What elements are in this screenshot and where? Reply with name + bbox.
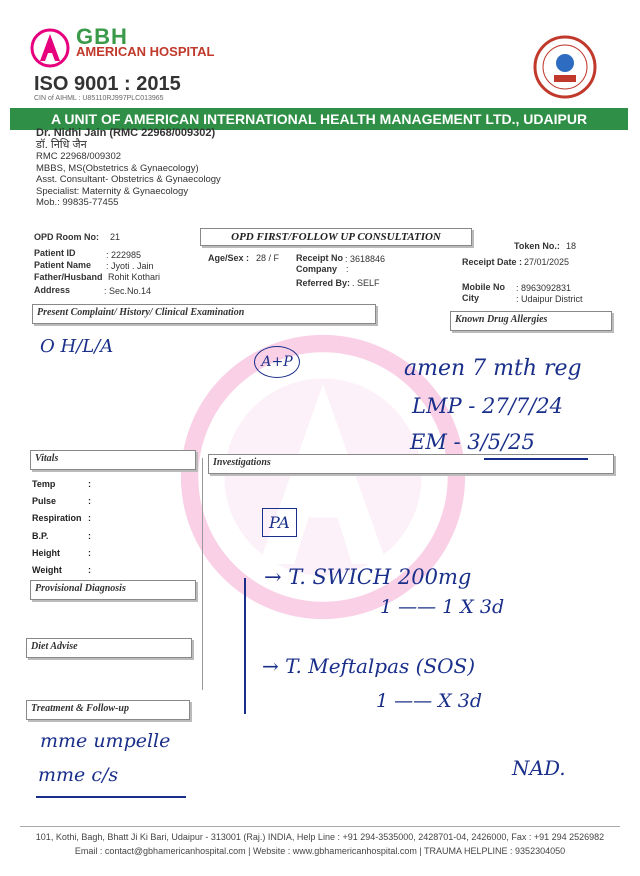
hw-pa: PA — [262, 508, 297, 537]
hw-rx2: → T. Meftalpas (SOS) — [262, 654, 476, 678]
receipt-value: : 3618846 — [345, 254, 386, 264]
address-label: Address — [34, 285, 71, 295]
hw-complaint: O H/L/A — [40, 336, 114, 357]
mobile-value: : 8963092831 — [516, 283, 572, 293]
opd-room-label: OPD Room No: — [34, 232, 99, 242]
doctor-rmc: RMC 22968/009302 — [36, 151, 122, 162]
patient-id-label: Patient ID — [34, 248, 76, 258]
vital-temp: Temp : — [32, 479, 91, 489]
hw-treatment-2: mme c/s — [38, 764, 119, 786]
referred-value: . SELF — [352, 278, 380, 288]
city-label: City — [462, 293, 480, 303]
token-label: Token No.: — [514, 241, 560, 251]
patient-name-label: Patient Name — [34, 260, 92, 270]
doctor-specialty: Specialist: Maternity & Gynaecology — [36, 185, 189, 197]
doctor-position: Asst. Consultant- Obstetrics & Gynaecology — [36, 174, 221, 185]
referred-label: Referred By: — [296, 278, 351, 288]
hw-rx1-dose: 1 —— 1 X 3d — [380, 596, 505, 618]
column-divider — [202, 458, 203, 690]
hw-rx2-dose: 1 —— X 3d — [376, 690, 482, 712]
hw-em-underline — [484, 458, 588, 460]
patient-name-value: : Jyoti . Jain — [106, 261, 154, 271]
hospital-logo-icon — [30, 28, 70, 68]
footer-address: 101, Kothi, Bagh, Bhatt Ji Ki Bari, Udaipur - 313001 (Raj.) INDIA, Help Line : +91 294-3535000, 2428701-04, 2426000, Fax : +91 294 2526982 — [35, 832, 605, 842]
doctor-mobile: Mob.: 99835-77455 — [36, 197, 119, 208]
doctor-degree: MBBS, MS(Obstetrics & Gynaecology) — [36, 162, 199, 174]
vitals-list — [32, 476, 91, 579]
vital-weight: Weight : — [32, 565, 91, 576]
receipt-date-label: Receipt Date : — [462, 257, 523, 267]
doctor-name: Dr. Nidhi Jain (RMC 22968/009302) — [36, 127, 216, 139]
vital-pulse: Pulse : — [32, 496, 91, 507]
company-value: : — [346, 264, 349, 274]
hw-treatment-underline — [36, 796, 186, 798]
vital-respiration: Respiration : — [32, 513, 91, 524]
doctor-name-hindi: डॉ. निधि जैन — [36, 138, 87, 151]
agesex-value: 28 / F — [256, 253, 280, 263]
agesex-label: Age/Sex : — [208, 253, 250, 263]
father-value: Rohit Kothari — [108, 272, 161, 282]
section-provisional-diagnosis: Provisional Diagnosis — [30, 580, 196, 600]
nabh-seal-icon — [532, 34, 598, 100]
opd-room-value: 21 — [110, 232, 121, 242]
patient-id-value: : 222985 — [106, 250, 142, 260]
hw-treatment-1: mme umpelle — [40, 730, 171, 752]
cin-number: CIN of AIHML : U85110RJ997PLC013965 — [34, 95, 164, 102]
footer-divider — [20, 826, 620, 827]
section-complaint: Present Complaint/ History/ Clinical Examination — [32, 304, 376, 324]
hw-menses: amen 7 mth reg — [404, 356, 582, 381]
company-label: Company — [296, 264, 338, 274]
header-banner: A UNIT OF AMERICAN INTERNATIONAL HEALTH MANAGEMENT LTD., UDAIPUR — [10, 108, 628, 130]
hw-lmp: LMP - 27/7/24 — [412, 394, 563, 418]
father-label: Father/Husband — [34, 272, 103, 282]
hw-ap: A+P — [254, 346, 300, 378]
token-value: 18 — [566, 241, 577, 251]
hw-bracket — [244, 578, 246, 714]
hw-em: EM - 3/5/25 — [410, 430, 535, 454]
section-investigations: Investigations — [208, 454, 614, 474]
section-treatment: Treatment & Follow-up — [26, 700, 190, 720]
mobile-label: Mobile No — [462, 282, 505, 292]
section-allergies: Known Drug Allergies — [450, 311, 612, 331]
brand-subtitle: AMERICAN HOSPITAL — [76, 44, 215, 59]
vital-bp: B.P. : — [32, 530, 91, 541]
doctor-info — [36, 128, 221, 209]
consultation-title: OPD FIRST/FOLLOW UP CONSULTATION — [200, 228, 472, 246]
hw-rx1: → T. SWICH 200mg — [264, 565, 472, 589]
brand-name: GBH — [76, 24, 128, 49]
receipt-label: Receipt No — [296, 253, 344, 263]
section-vitals: Vitals — [30, 450, 196, 470]
hw-nad: NAD. — [512, 756, 566, 780]
city-value: : Udaipur District — [516, 294, 583, 304]
section-diet-advise: Diet Advise — [26, 638, 192, 658]
address-value: : Sec.No.14 — [104, 286, 152, 296]
receipt-date-value: 27/01/2025 — [524, 257, 570, 267]
iso-cert: ISO 9001 : 2015 — [34, 73, 181, 95]
vital-height: Height : — [32, 547, 91, 558]
footer-contact: Email : contact@gbhamericanhospital.com | Website : www.gbhamericanhospital.com | TRAUMA HELPLINE : 9352304050 — [74, 846, 566, 856]
